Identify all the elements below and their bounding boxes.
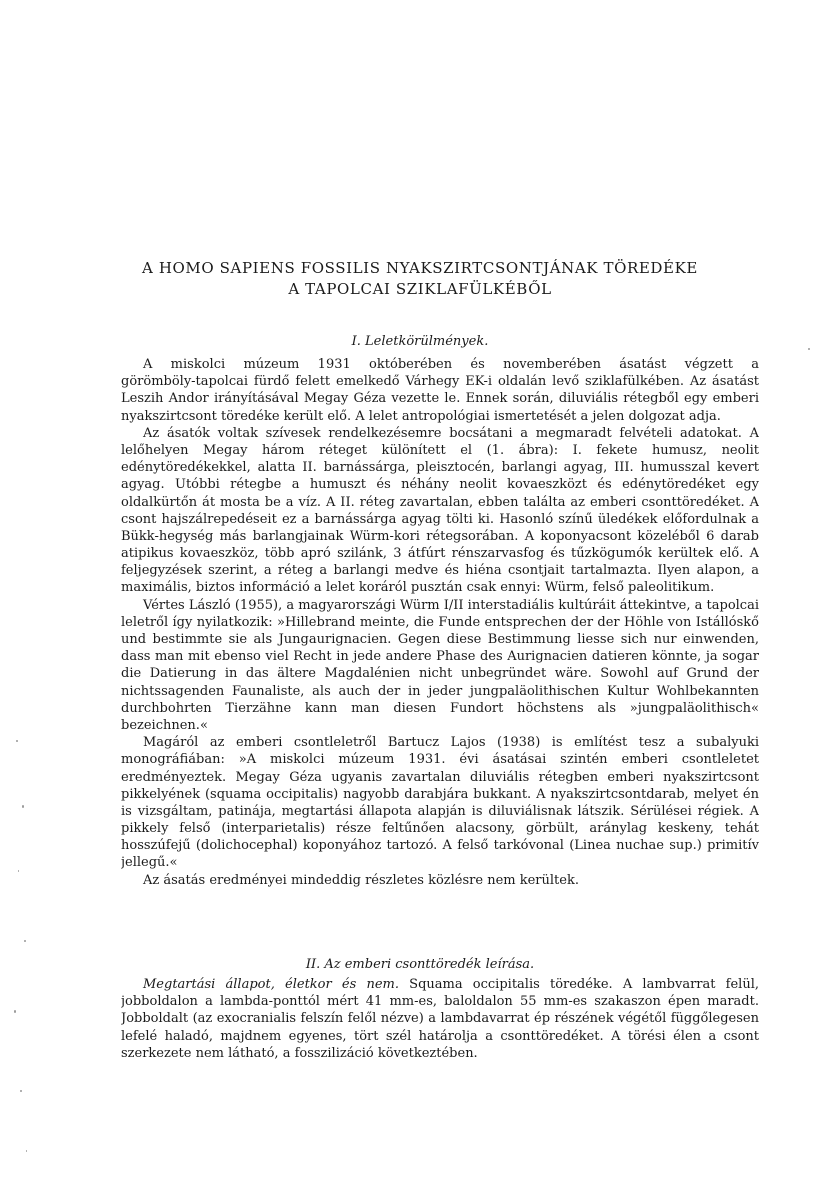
text-line: edénytöredékekkel, alatta II. barnássárga, pleisztocén, barlangi agyag, III. humusszal kevert [121,460,759,476]
text-line: szerkezete nem látható, a fosszilizáció következtében. [121,1045,478,1061]
text-line: pikkelyének (squama occipitalis) nagyobb darabjára bukkant. A nyakszirtcsontdarab, melyet én [121,786,759,802]
paragraph [121,356,759,425]
text-line: jellegű.« [121,855,178,871]
title-line-1: A HOMO SAPIENS FOSSILIS NYAKSZIRTCSONTJÁNAK TÖREDÉKE [142,259,698,277]
text-line: Magáról az emberi csontleletről Bartucz Lajos (1938) is említést tesz a subalyuki [143,735,759,751]
section-heading-2: II. Az emberi csonttöredék leírása. [305,957,535,972]
text-line: eredményeztek. Megay Géza ugyanis zavartalan diluviális rétegben emberi nyakszirtcsont [121,769,759,785]
section-1-body [121,356,759,889]
text-line: nyakszirtcsont töredéke került elő. A lelet antropológiai ismertetését a jelen dolgozat adja. [121,408,721,424]
text-line: maximális, biztos információ a lelet koráról pusztán csak ennyi: Würm, felső paleolitikum. [121,580,715,596]
scan-speck [22,805,24,808]
text-line: Leszih Andor irányításával Megay Géza vezette le. Ennek során, diluviális rétegből egy emberi [121,391,759,407]
text-line: Jobboldalt (az exocranialis felszín felől nézve) a lambdavarrat ép részének végétől függőlegesen [121,1011,759,1027]
section-2-body [121,976,759,1062]
text-line: csont hajszálrepedéseit ez a barnássárga agyag tölti ki. Hasonló színű üledékek előfordulnak a [121,511,759,527]
scan-speck [18,870,19,872]
section-heading-1: I. Leletkörülmények. [351,334,489,349]
text-line: Bükk-hegység más barlangjainak Würm-kori rétegsorában. A koponyacsont közeléből 6 darab [121,528,759,544]
text-line: oldalkürtőn át mosta be a víz. A II. réteg zavartalan, ebben találta az emberi csonttöredéket. A [121,494,759,510]
text-line: A miskolci múzeum 1931 októberében és novemberében ásatást végzett a [143,357,759,372]
text-line: die Datierung in das ältere Magdalénien nicht unbegründet wäre. Sowohl auf Grund der [121,666,759,682]
text-line: lelőhelyen Megay három réteget különített el (1. ábra): I. fekete humusz, neolit [121,442,759,458]
scan-speck [26,1150,27,1152]
text-line: feljegyzések szerint, a réteg a barlangi medve és hiéna csontjait tartalmazta. Ilyen alapon, a [121,563,759,579]
scan-speck [16,740,18,742]
paragraph [121,734,759,872]
text-line: hosszúfejű (dolichocephal) koponyához tartozó. A felső tarkóvonal (Linea nuchae sup.) primitív [121,838,759,854]
text-line: leletről így nyilatkozik: »Hillebrand meinte, die Funde entsprechen der der Höhle von Istállóskő [121,614,759,630]
paragraph [121,872,759,889]
text-line: dass man mit ebenso viel Recht in jede andere Phase des Aurignacien datieren könnte, ja sogar [121,649,759,665]
text-line: Vértes László (1955), a magyarországi Würm I/II interstadiális kultúráit áttekintve, a tapolcai [143,597,759,613]
italic-lead: Megtartási állapot, életkor és nem. [143,977,399,992]
text-line: atipikus kovaeszköz, több apró szilánk, 3 átfúrt rénszarvasfog és tűzkögumók kerültek elő. A [121,546,759,562]
text-line: und bestimmte sie als Jungaurignacien. Gegen diese Bestimmung liesse sich nur einwenden, [121,632,759,647]
text-line: bezeichnen.« [121,717,208,733]
text-line: durchbohrten Tierzähne kann man diesen Fundort höchstens als »jungpaläolithisch« [121,700,759,716]
text-line: is vizsgáltam, patinája, megtartási állapota alapján is diluviálisnak látszik. Sérülései régiek. A [121,803,759,819]
scan-speck [14,1010,16,1013]
text-line: görömböly-tapolcai fürdő felett emelkedő Várhegy EK-i oldalán levő sziklafülkében. Az ásatást [121,374,759,390]
title-line-2: A TAPOLCAI SZIKLAFÜLKÉBŐL [288,280,552,298]
text-line: Megtartási állapot, életkor és nem. Squama occipitalis töredéke. A lambvarrat felül, [143,977,759,992]
scan-speck [20,1090,22,1092]
scan-speck [24,940,26,942]
paragraph [121,425,759,597]
paragraph [121,976,759,1062]
text-line: agyag. Utóbbi rétegbe a humuszt és néhány neolit kovaeszközt és edénytöredéket egy [121,477,759,493]
text-line: pikkely felső (interparietalis) része feltűnően alacsony, görbült, aránylag keskeny, tehát [121,821,759,837]
text-line: jobboldalon a lambda-ponttól mért 41 mm-es, baloldalon 55 mm-es szakaszon épen maradt. [121,994,759,1010]
text-line: monográfiában: »A miskolci múzeum 1931. évi ásatásai szintén emberi csontleletet [121,752,759,768]
text-line: Az ásatók voltak szívesek rendelkezésemre bocsátani a megmaradt felvételi adatokat. A [143,425,759,441]
scan-speck [808,348,810,350]
text-line: nichtssagenden Faunaliste, als auch der in jeder jungpaläolithischen Kultur Wohlbekannten [121,683,759,699]
text-line: lefelé haladó, majdnem egyenes, tört szél határolja a csonttöredéket. A törési élen a csont [121,1028,759,1044]
article-title [80,258,760,300]
paragraph [121,597,759,735]
text-line: Az ásatás eredményei mindeddig részletes közlésre nem kerültek. [143,872,579,888]
